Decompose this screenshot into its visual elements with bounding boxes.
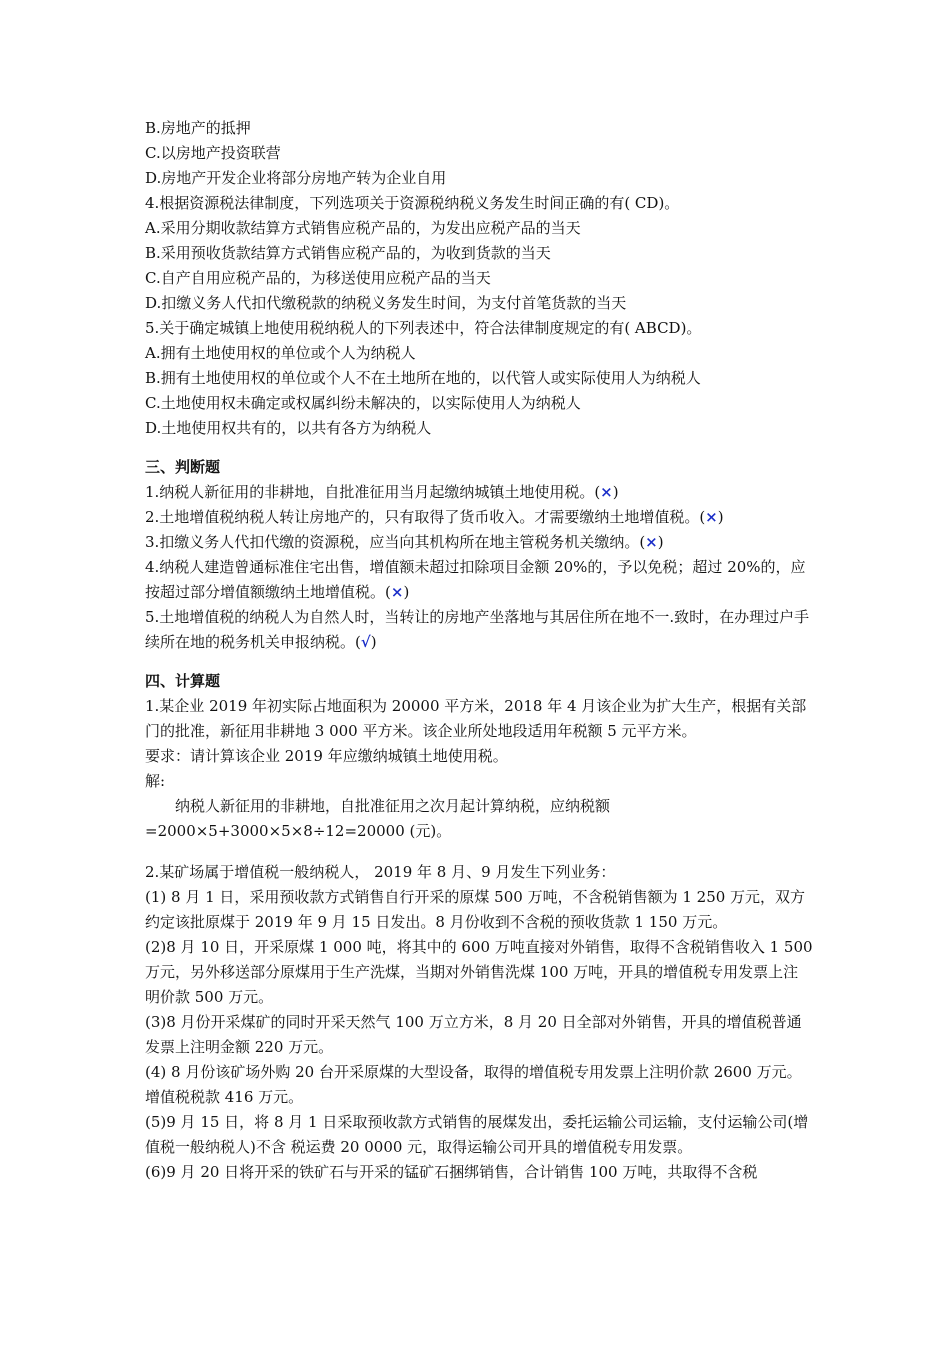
judgement-item — [145, 505, 813, 530]
judgement-item — [145, 480, 813, 505]
option-line: A.拥有土地使用权的单位或个人为纳税人 — [145, 344, 416, 362]
section-heading-true-false: 三、判断题 — [145, 458, 221, 476]
option-line: C.土地使用权未确定或权属纠纷未解决的，以实际使用人为纳税人 — [145, 394, 581, 412]
option-line: D.扣缴义务人代扣代缴税款的纳税义务发生时间，为支付首笔货款的当天 — [145, 294, 627, 312]
close-paren: ) — [612, 483, 619, 501]
section-heading-calculation: 四、计算题 — [145, 672, 221, 690]
close-paren: ) — [717, 508, 724, 526]
judgement-text: 5.土地增值税的纳税人为自然人时，当转让的房地产坐落地与其居住所在地不一.致时，在办理过户手续所在地的税务机关申报纳税。( — [145, 608, 810, 651]
option-line: C.以房地产投资联营 — [145, 144, 281, 162]
close-paren: ) — [403, 583, 410, 601]
true-false-section — [145, 455, 813, 655]
answer-mark: × — [705, 508, 718, 526]
requirement-text: 要求：请计算该企业 2019 年应缴纳城镇土地使用税。 — [145, 747, 508, 765]
option-line: B.房地产的抵押 — [145, 119, 251, 137]
judgement-item — [145, 530, 813, 555]
option-line: D.房地产开发企业将部分房地产转为企业自用 — [145, 169, 447, 187]
option-line: B.采用预收货款结算方式销售应税产品的，为收到货款的当天 — [145, 244, 551, 262]
close-paren: ) — [657, 533, 664, 551]
solution-text: 纳税人新征用的非耕地，自批准征用之次月起计算纳税，应纳税额=2000×5+3000×5×8÷12=20000 (元)。 — [145, 797, 611, 840]
judgement-item — [145, 605, 813, 655]
business-item: (1) 8 月 1 日，采用预收款方式销售自行开采的原煤 500 万吨，不含税销售额为 1 250 万元，双方约定该批原煤于 2019 年 9 月 15 日发出。8 月份收到不含税的预收货款 1 150 万元。 — [145, 888, 806, 931]
judgement-text: 1.纳税人新征用的非耕地，自批准征用当月起缴纳城镇土地使用税。( — [145, 483, 601, 501]
judgement-text: 3.扣缴义务人代扣代缴的资源税，应当向其机构所在地主管税务机关缴纳。( — [145, 533, 646, 551]
judgement-text: 4.纳税人建造曾通标准住宅出售，增值额未超过扣除项目金额 20%的，予以免税；超过 20%的，应按超过部分增值额缴纳土地增值税。( — [145, 558, 806, 601]
solution-label: 解: — [145, 772, 166, 790]
option-line: D.土地使用权共有的，以共有各方为纳税人 — [145, 419, 432, 437]
option-line: A.采用分期收款结算方式销售应税产品的，为发出应税产品的当天 — [145, 219, 581, 237]
judgement-item — [145, 555, 813, 605]
question-line: 5.关于确定城镇上地使用税纳税人的下列表述中，符合法律制度规定的有( ABCD)。 — [145, 319, 702, 337]
judgement-text: 2.土地增值税纳税人转让房地产的，只有取得了货币收入。才需要缴纳土地增值税。( — [145, 508, 706, 526]
question-line: 4.根据资源税法律制度，下列选项关于资源税纳税义务发生时间正确的有( CD)。 — [145, 194, 680, 212]
answer-mark: × — [390, 583, 404, 601]
business-item: (3)8 月份开采煤矿的同时开采天然气 100 万立方米，8 月 20 日全部对外销售，开具的增值税普通发票上注明金额 220 万元。 — [145, 1013, 802, 1056]
business-item: (6)9 月 20 日将开采的铁矿石与开采的锰矿石捆绑销售，合计销售 100 万吨，共取得不含税 — [145, 1163, 758, 1181]
spacer — [145, 441, 813, 455]
question-text: 1.某企业 2019 年初实际占地面积为 20000 平方米，2018 年 4 月该企业为扩大生产，根据有关部门的批准，新征用非耕地 3 000 平方米。该企业所处地段适用年税额 5 元平方米。 — [145, 697, 807, 740]
answer-mark: √ — [360, 633, 371, 651]
multiple-choice-tail — [145, 116, 813, 441]
business-item: (2)8 月 10 日，开采原煤 1 000 吨，将其中的 600 万吨直接对外销售，取得不含税销售收入 1 500 万元，另外移送部分原煤用于生产洗煤，当期对外销售洗煤 100 万吨，开具的增值税专用发票上注明价款 500 万元。 — [145, 938, 813, 1006]
option-line: C.自产自用应税产品的，为移送使用应税产品的当天 — [145, 269, 491, 287]
answer-mark: × — [645, 533, 658, 551]
spacer — [145, 655, 813, 669]
spacer — [145, 844, 813, 860]
close-paren: ) — [370, 633, 377, 651]
business-item: (4) 8 月份该矿场外购 20 台开采原煤的大型设备，取得的增值税专用发票上注明价款 2600 万元。增值税税款 416 万元。 — [145, 1063, 802, 1106]
page-content — [145, 116, 813, 1185]
option-line: B.拥有土地使用权的单位或个人不在土地所在地的，以代管人或实际使用人为纳税人 — [145, 369, 701, 387]
answer-mark: × — [600, 483, 613, 501]
calculation-section — [145, 669, 813, 1185]
business-item: (5)9 月 15 日，将 8 月 1 日采取预收款方式销售的展煤发出，委托运输公司运输，支付运输公司(增值税一般纳税人)不含 税运费 20 0000 元，取得运输公司开具的增值税专用发票。 — [145, 1113, 809, 1156]
question-intro: 2.某矿场属于增值税一般纳税人， 2019 年 8 月、9 月发生下列业务： — [145, 863, 616, 881]
